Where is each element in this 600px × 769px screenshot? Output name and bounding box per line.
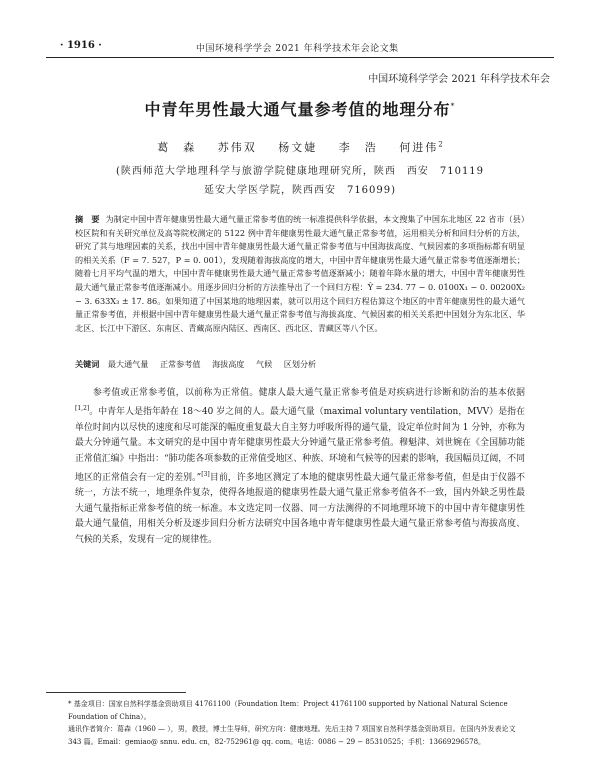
footnote-author-bio: 通讯作者简介：葛森（1960 — ），男，教授，博士生导师，研究方向：健康地理。先后主持 7 项国家自然科学基金资助项目。在国内外发表论文 343 篇。Email：gemiao@ snnu. edu. cn，82-752961@ qq. com。电话：0086 − 29 − 85310525；手机：13669296578。 (68, 725, 516, 746)
author-footnote-mark: 2 (438, 140, 443, 149)
author (399, 141, 442, 154)
keyword: 气候 (255, 359, 273, 369)
author: 苏伟双 (217, 141, 257, 154)
author-name: 何进伟 (399, 141, 439, 154)
page-number: · 1916 · (60, 40, 102, 51)
citation: [3] (201, 471, 210, 478)
keyword: 区划分析 (283, 359, 317, 369)
affiliation-line: 延安大学医学院，陕西西安 716099) (203, 185, 397, 196)
author: 葛 森 (157, 141, 197, 154)
keywords (75, 359, 525, 370)
author: 杨文婕 (278, 141, 318, 154)
title-footnote-mark: * (450, 101, 456, 111)
citation: [1,2] (75, 405, 90, 413)
conference-name: 中国环境科学学会 2021 年科学技术年会 (368, 74, 550, 85)
footnote-funding: * 基金项目：国家自然科学基金资助项目 41761100（Foundation Item：Project 41761100 supported by National Natural Science Foundation of China）。 (68, 700, 508, 721)
body-text: 参考值或正常参考值，以前称为正常值。健康人最大通气量正常参考值是对疾病进行诊断和防治的基本依据 (93, 388, 525, 398)
body-text: 目前，许多地区测定了本地的健康男性最大通气量正常参考值，但是由于仪器不统一，方法不统一，地理条件复杂，使得各地报道的健康男性最大通气量正常参考值各不一致，国内外缺乏男性最大通气量指标正常参考值的统一标准。本文选定同一仪器、同一方法测得的不同地理环境下的中国中青年健康男性最大通气量值，用相关分析及逐步回归分析方法研究中国各地中青年健康男性最大通气量正常参考值与海拔高度、气候的关系，发现有一定的规律性。 (75, 472, 526, 545)
abstract-label: 摘 要 (75, 214, 100, 224)
keywords-label: 关键词 (75, 359, 100, 369)
keyword: 正常参考值 (159, 359, 201, 369)
abstract-text: 为制定中国中青年健康男性最大通气量正常参考值的统一标准提供科学依据，本文搜集了中国东北地区 22 省市（县）校区院和有关研究单位及高等院校测定的 5122 例中青年健康男性最大通气量正常参考值，运用相关分析和回归分析的方法，研究了其与地理因素的关系，找出中国中青年健康男性最大通气量正常参考值与中国海拔高度、气候因素的多项指标都有明显的相关关系（F = 7. 527，P = 0. 001），发现随着海拔高度的增大，中国中青年健康男性最大通气量正常参考值逐渐增长；随着七月平均气温的增大，中国中青年健康男性最大通气量正常参考值逐渐减小；随着年降水量的增大，中国中青年健康男性最大通气量正常参考值逐渐减小。用逐步回归分析的方法推导出了一个回归方程：Ŷ = 234. 77 − 0. 0100X₁ − 0. 00200X₂ − 3. 633X₃ ± 17. 86。如果知道了中国某地的地理因素，就可以用这个回归方程估算这个地区的中青年健康男性的最大通气量正常参考值，并根据中国中青年健康男性最大通气量正常参考值与海拔高度、气候因素的相关关系把中国划分为东北区、华北区、长江中下游区、东南区、青藏高原内陆区、西南区、西北区、青藏区等八个区。 (75, 214, 525, 333)
paper-title (0, 97, 600, 120)
affiliation-line: (陕西师范大学地理科学与旅游学院健康地理研究所，陕西 西安 710119 (115, 166, 485, 177)
title-text: 中青年男性最大通气量参考值的地理分布 (144, 100, 451, 119)
body-paragraph (75, 386, 525, 548)
running-header (46, 40, 554, 56)
keyword: 最大通气量 (107, 359, 149, 369)
author: 李 浩 (338, 141, 378, 154)
footnote-rule (46, 692, 186, 693)
keyword: 海拔高度 (212, 359, 245, 369)
author-list (0, 139, 600, 155)
body-text: 。中青年人是指年龄在 18～40 岁之间的人。最大通气量（maximal voluntary ventilation，MVV）是指在单位时间内以尽快的速度和尽可能深的幅度重复最大自主努力呼吸所得的通气量，设定单位时间为 1 分钟，亦称为最大分钟通气量。本文研究的是中国中青年健康男性最大分钟通气量正常参考值。穆魁津、刘世婉在《全国肺功能正常值汇编》中指出：“肺功能各项参数的正常值受地区、种族、环境和气候等的因素的影响，我国幅员辽阔，不同地区的正常值会有一定的差别。” (75, 407, 525, 483)
header-rule (46, 57, 554, 58)
abstract (75, 213, 525, 335)
running-title: 中国环境科学学会 2021 年科学技术年会论文集 (196, 44, 399, 54)
